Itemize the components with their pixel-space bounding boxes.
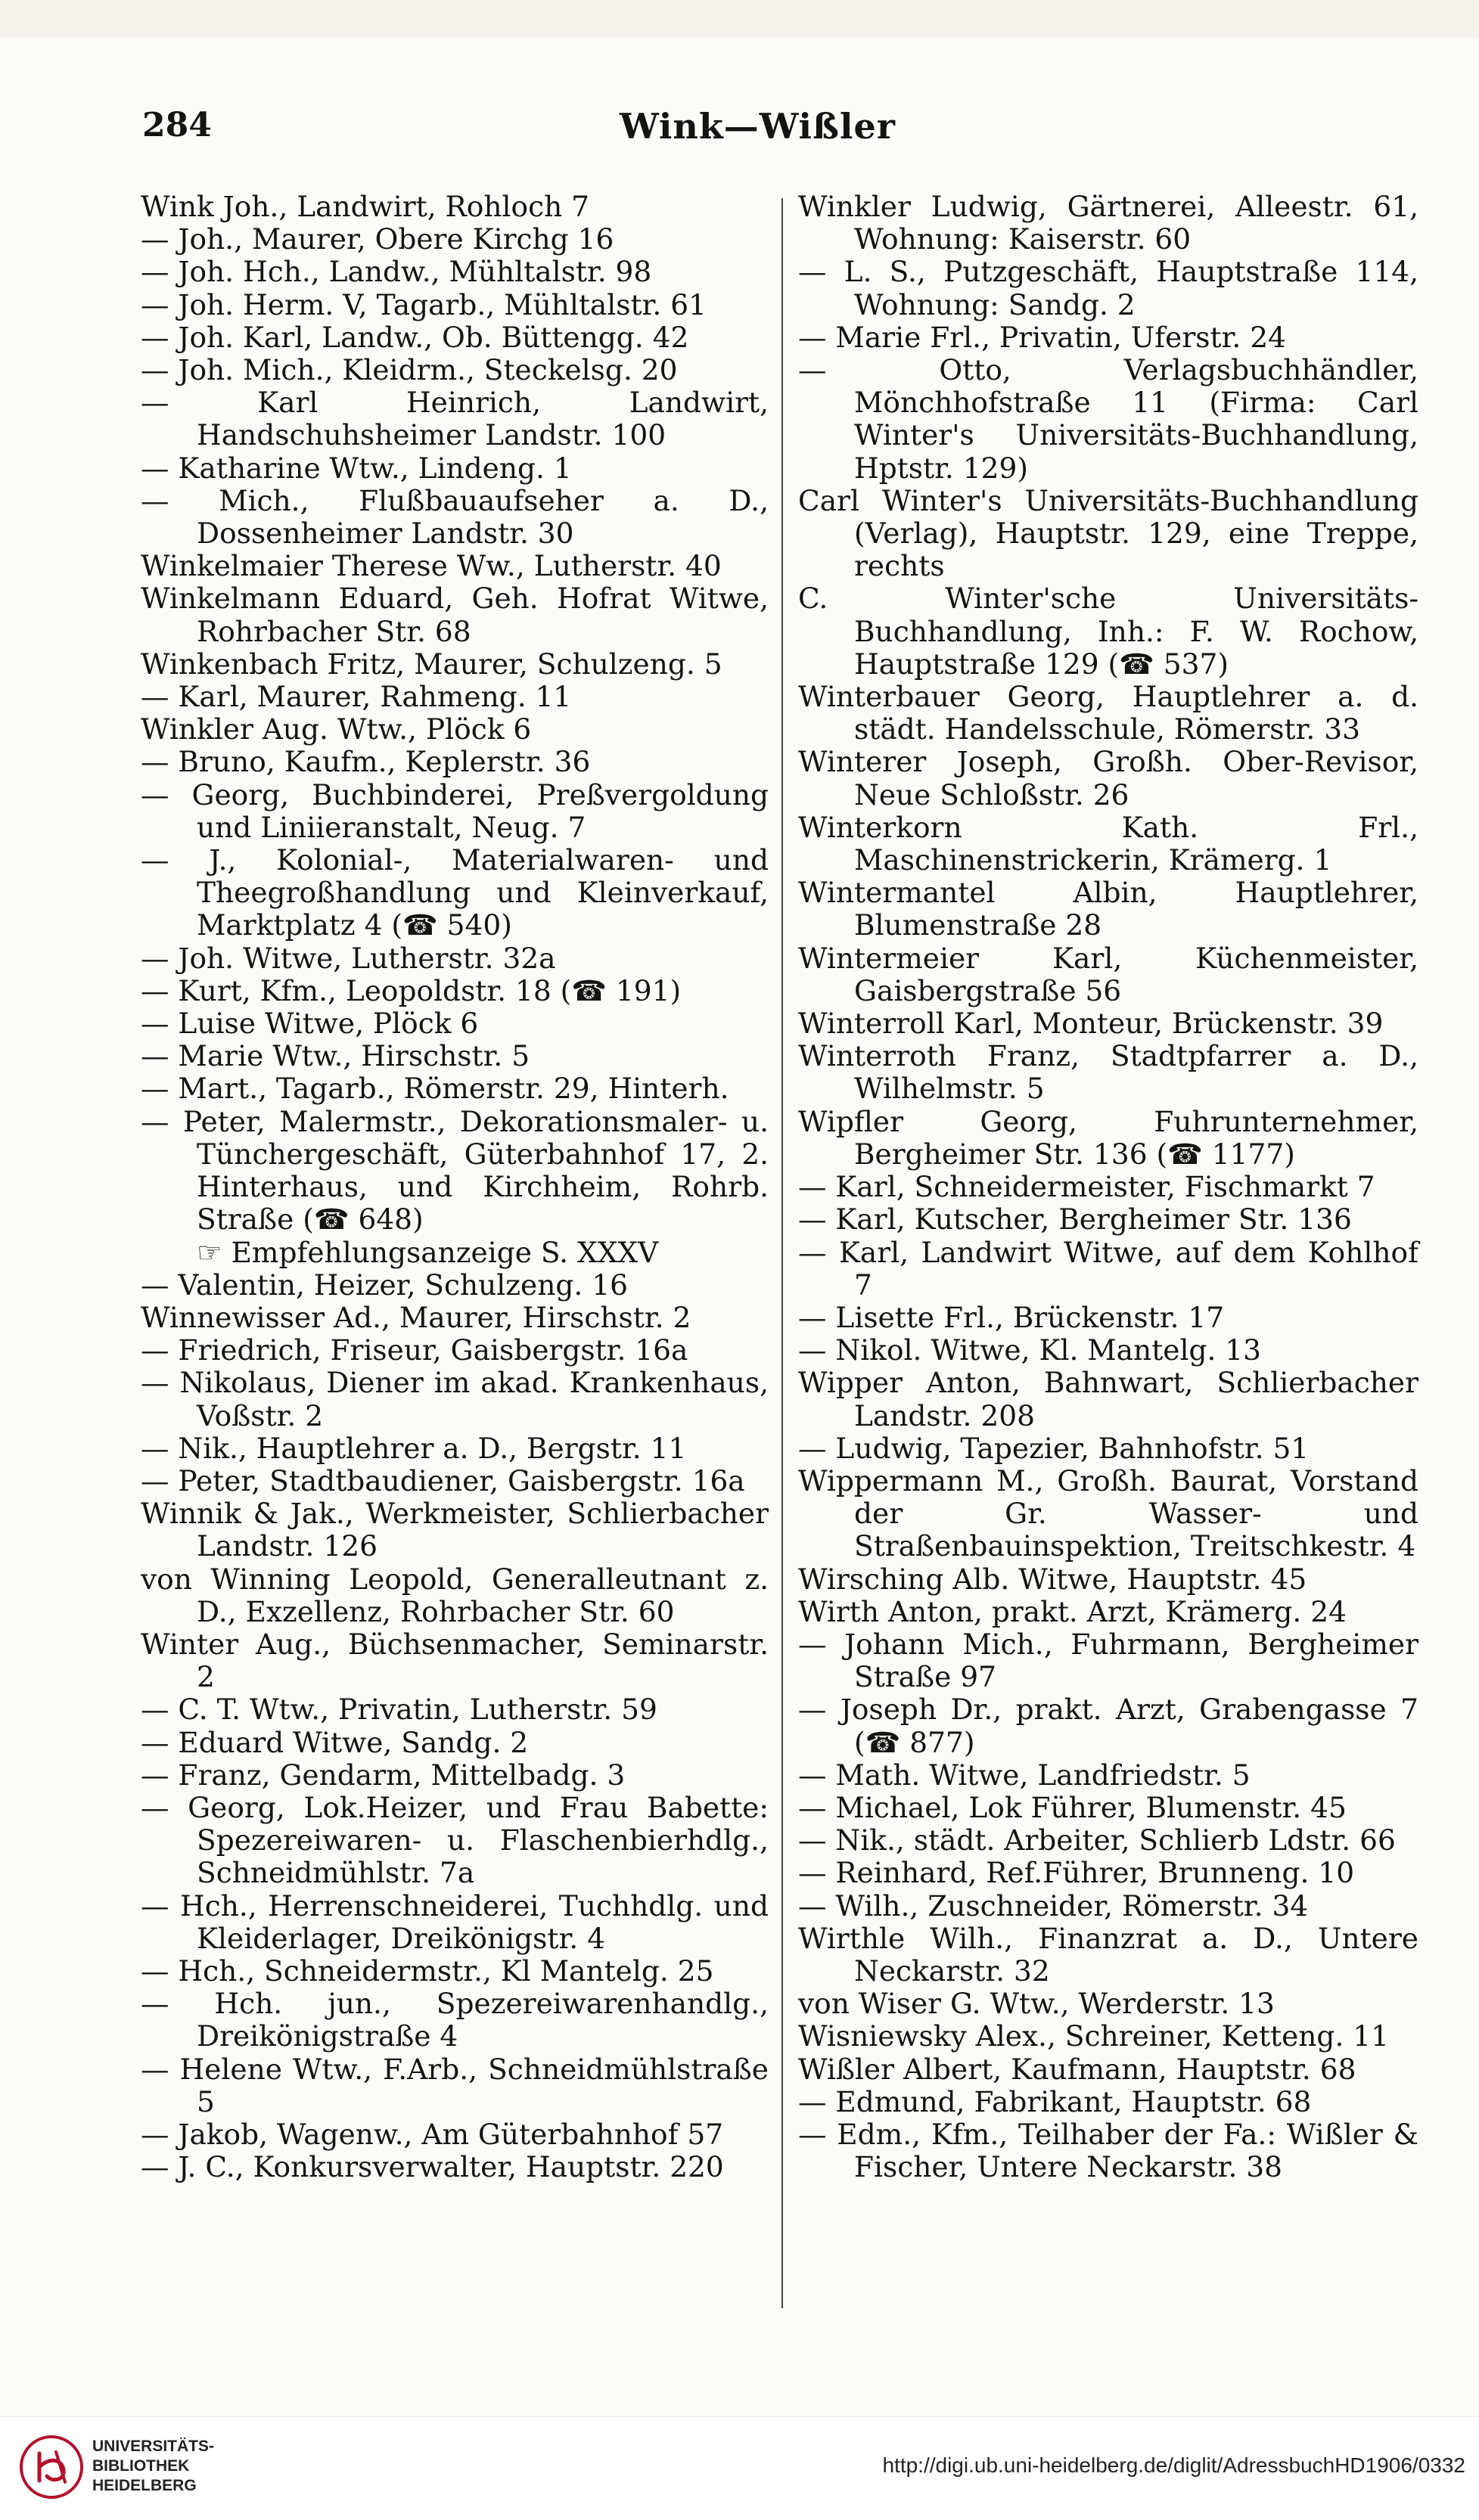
directory-entry: — Reinhard, Ref.Führer, Brunneng. 10 [798, 1856, 1355, 1890]
directory-entry: Winnik & Jak., Werkmeister, Schlierbacher Landstr. 126 [141, 1497, 769, 1563]
directory-entry: C. Winter'sche Universitäts-Buchhandlung, Inh.: F. W. Rochow, Hauptstraße 129 (☎ 537) [798, 582, 1418, 681]
library-name [92, 2437, 214, 2496]
directory-entry: — Karl, Landwirt Witwe, auf dem Kohlhof 7 [798, 1235, 1418, 1302]
directory-entry: Wink Joh., Landwirt, Rohloch 7 [141, 190, 590, 223]
directory-entry: — Johann Mich., Fuhrmann, Bergheimer Straße 97 [798, 1627, 1418, 1694]
directory-entry: — Joh. Hch., Landw., Mühltalstr. 98 [141, 255, 652, 289]
directory-entry: — Mart., Tagarb., Römerstr. 29, Hinterh. [141, 1072, 729, 1106]
directory-entry: — Wilh., Zuschneider, Römerstr. 34 [798, 1888, 1309, 1923]
directory-entry: Carl Winter's Universitäts-Buchhandlung (Verlag), Hauptstr. 129, eine Treppe, rechts [798, 483, 1418, 583]
page-number: 284 [142, 106, 212, 144]
directory-entry: Winkelmaier Therese Ww., Lutherstr. 40 [141, 549, 722, 583]
directory-entry: — Hch., Herrenschneiderei, Tuchhdlg. und Kleiderlager, Dreikönigstr. 4 [141, 1888, 769, 1955]
directory-entry: — Helene Wtw., F.Arb., Schneidmühlstraße 5 [141, 2052, 769, 2118]
directory-entry: — Nik., städt. Arbeiter, Schlierb Ldstr. 66 [798, 1823, 1396, 1857]
directory-entry: — Georg, Buchbinderei, Preßvergoldung und Liniieranstalt, Neug. 7 [141, 777, 769, 844]
directory-entry: — Nikolaus, Diener im akad. Krankenhaus, Voßstr. 2 [141, 1366, 769, 1432]
directory-entry: — Marie Frl., Privatin, Uferstr. 24 [798, 320, 1286, 354]
directory-entry: — Math. Witwe, Landfriedstr. 5 [798, 1758, 1251, 1792]
source-url[interactable]: http://digi.ub.uni-heidelberg.de/diglit/AdressbuchHD1906/0332 [882, 2453, 1465, 2477]
directory-entry: — Friedrich, Friseur, Gaisbergstr. 16a [141, 1333, 688, 1367]
library-name-line: UNIVERSITÄTS- [92, 2438, 215, 2455]
library-name-line: BIBLIOTHEK [92, 2457, 190, 2475]
directory-entry: Winnewisser Ad., Maurer, Hirschstr. 2 [141, 1300, 691, 1334]
directory-entry: — Eduard Witwe, Sandg. 2 [141, 1725, 529, 1759]
directory-entry: — Karl, Schneidermeister, Fischmarkt 7 [798, 1170, 1375, 1204]
directory-entry: — Kurt, Kfm., Leopoldstr. 18 (☎ 191) [141, 973, 682, 1007]
directory-entry: — C. T. Wtw., Privatin, Lutherstr. 59 [141, 1693, 657, 1727]
directory-entry: von Winning Leopold, Generalleutnant z. D., Exzellenz, Rohrbacher Str. 60 [141, 1562, 769, 1628]
directory-entry: — Franz, Gendarm, Mittelbadg. 3 [141, 1758, 626, 1792]
directory-entry: — Otto, Verlagsbuchhändler, Mönchhofstraße 11 (Firma: Carl Winter's Universitäts-Buchhandlung, Hptstr. 129) [798, 353, 1418, 485]
directory-entry: Wirth Anton, prakt. Arzt, Krämerg. 24 [798, 1594, 1347, 1628]
directory-entry: Wippermann M., Großh. Baurat, Vorstand der Gr. Wasser- und Straßenbauinspektion, Treitschkestr. 4 [798, 1463, 1418, 1563]
right-column [798, 191, 1418, 2316]
directory-entry: Winterer Joseph, Großh. Ober-Revisor, Neue Schloßstr. 26 [798, 745, 1418, 812]
directory-entry: Wintermantel Albin, Hauptlehrer, Blumenstraße 28 [798, 876, 1418, 942]
library-name-line: HEIDELBERG [92, 2477, 197, 2494]
directory-entry: — Valentin, Heizer, Schulzeng. 16 [141, 1268, 628, 1302]
advertisement-reference: ☞ Empfehlungsanzeige S. XXXV [197, 1235, 659, 1269]
directory-entry: — Mich., Flußbauaufseher a. D., Dossenheimer Landstr. 30 [141, 483, 769, 551]
directory-entry: Winkenbach Fritz, Maurer, Schulzeng. 5 [141, 647, 722, 681]
directory-entry: — Joh. Mich., Kleidrm., Steckelsg. 20 [141, 353, 678, 387]
university-library-logo-icon [17, 2432, 86, 2502]
directory-entry: von Wiser G. Wtw., Werderstr. 13 [798, 1987, 1275, 2021]
directory-entry: Wirsching Alb. Witwe, Hauptstr. 45 [798, 1562, 1307, 1596]
directory-entry: — Peter, Malermstr., Dekorationsmaler- u. Tünchergeschäft, Güterbahnhof 17, 2. Hinterhaus, und Kirchheim, Rohrb. Straße (☎ 648) [141, 1104, 769, 1237]
directory-entry: Wirthle Wilh., Finanzrat a. D., Untere Neckarstr. 32 [798, 1921, 1418, 1988]
directory-entry: Wisniewsky Alex., Schreiner, Ketteng. 11 [798, 2019, 1389, 2053]
column-divider [781, 198, 783, 2308]
directory-entry: Winkelmann Eduard, Geh. Hofrat Witwe, Rohrbacher Str. 68 [141, 582, 769, 648]
directory-entry: — Edmund, Fabrikant, Hauptstr. 68 [798, 2084, 1312, 2118]
directory-entry: — Joh., Maurer, Obere Kirchg 16 [141, 222, 614, 256]
directory-entry: Winter Aug., Büchsenmacher, Seminarstr. 2 [141, 1627, 769, 1694]
directory-entry: — Edm., Kfm., Teilhaber der Fa.: Wißler & Fischer, Untere Neckarstr. 38 [798, 2117, 1418, 2184]
directory-entry: — Hch. jun., Spezereiwarenhandlg., Dreikönigstraße 4 [141, 1987, 769, 2053]
directory-entry: — Marie Wtw., Hirschstr. 5 [141, 1039, 530, 1073]
directory-entry: — Joh. Herm. V, Tagarb., Mühltalstr. 61 [141, 287, 707, 321]
directory-entry: — Nik., Hauptlehrer a. D., Bergstr. 11 [141, 1431, 687, 1465]
directory-entry: Winkler Aug. Wtw., Plöck 6 [141, 712, 532, 746]
directory-entry: — Bruno, Kaufm., Keplerstr. 36 [141, 745, 591, 779]
digitization-footer [0, 2416, 1479, 2520]
directory-entry: — Hch., Schneidermstr., Kl Mantelg. 25 [141, 1954, 714, 1988]
running-head: Wink—Wißler [620, 106, 896, 147]
directory-entry: — Michael, Lok Führer, Blumenstr. 45 [798, 1790, 1347, 1824]
directory-entry: Winterbauer Georg, Hauptlehrer a. d. städt. Handelsschule, Römerstr. 33 [798, 680, 1418, 746]
directory-entry: Winterroth Franz, Stadtpfarrer a. D., Wilhelmstr. 5 [798, 1039, 1418, 1106]
directory-entry: — Ludwig, Tapezier, Bahnhofstr. 51 [798, 1431, 1310, 1465]
left-column [141, 191, 769, 2316]
directory-entry: — Jakob, Wagenw., Am Güterbahnhof 57 [141, 2117, 724, 2151]
directory-entry: — J., Kolonial-, Materialwaren- und Theegroßhandlung und Kleinverkauf, Marktplatz 4 (☎ 540) [141, 843, 769, 942]
directory-entry: — Karl, Maurer, Rahmeng. 11 [141, 680, 572, 714]
directory-entry: — Karl Heinrich, Landwirt, Handschuhsheimer Landstr. 100 [141, 386, 769, 452]
directory-entry: — Peter, Stadtbaudiener, Gaisbergstr. 16a [141, 1463, 745, 1497]
directory-entry: — Luise Witwe, Plöck 6 [141, 1007, 479, 1041]
directory-entry: Wipfler Georg, Fuhrunternehmer, Bergheimer Str. 136 (☎ 1177) [798, 1104, 1418, 1171]
directory-entry: Winkler Ludwig, Gärtnerei, Alleestr. 61, Wohnung: Kaiserstr. 60 [798, 190, 1418, 256]
directory-entry: — Georg, Lok.Heizer, und Frau Babette: Spezereiwaren- u. Flaschenbierhdlg., Schneidmühlstr. 7a [141, 1790, 769, 1890]
directory-entry: Wipper Anton, Bahnwart, Schlierbacher Landstr. 208 [798, 1366, 1418, 1432]
directory-entry: — Nikol. Witwe, Kl. Mantelg. 13 [798, 1333, 1262, 1367]
directory-entry: — J. C., Konkursverwalter, Hauptstr. 220 [141, 2150, 724, 2184]
directory-entry: Wintermeier Karl, Küchenmeister, Gaisbergstraße 56 [798, 941, 1418, 1007]
directory-entry: Winterroll Karl, Monteur, Brückenstr. 39 [798, 1007, 1384, 1041]
directory-entry: Wißler Albert, Kaufmann, Hauptstr. 68 [798, 2052, 1356, 2086]
directory-entry: Winterkorn Kath. Frl., Maschinenstrickerin, Krämerg. 1 [798, 810, 1418, 877]
directory-entry: — Joseph Dr., prakt. Arzt, Grabengasse 7 (☎ 877) [798, 1693, 1418, 1759]
directory-entry: — Joh. Karl, Landw., Ob. Büttengg. 42 [141, 320, 689, 354]
directory-entry: — Joh. Witwe, Lutherstr. 32a [141, 941, 556, 975]
directory-entry: — L. S., Putzgeschäft, Hauptstraße 114, Wohnung: Sandg. 2 [798, 255, 1418, 321]
directory-entry: — Katharine Wtw., Lindeng. 1 [141, 451, 572, 485]
directory-entry: — Lisette Frl., Brückenstr. 17 [798, 1300, 1225, 1334]
directory-entry: — Karl, Kutscher, Bergheimer Str. 136 [798, 1203, 1352, 1237]
page-header [142, 106, 1373, 159]
